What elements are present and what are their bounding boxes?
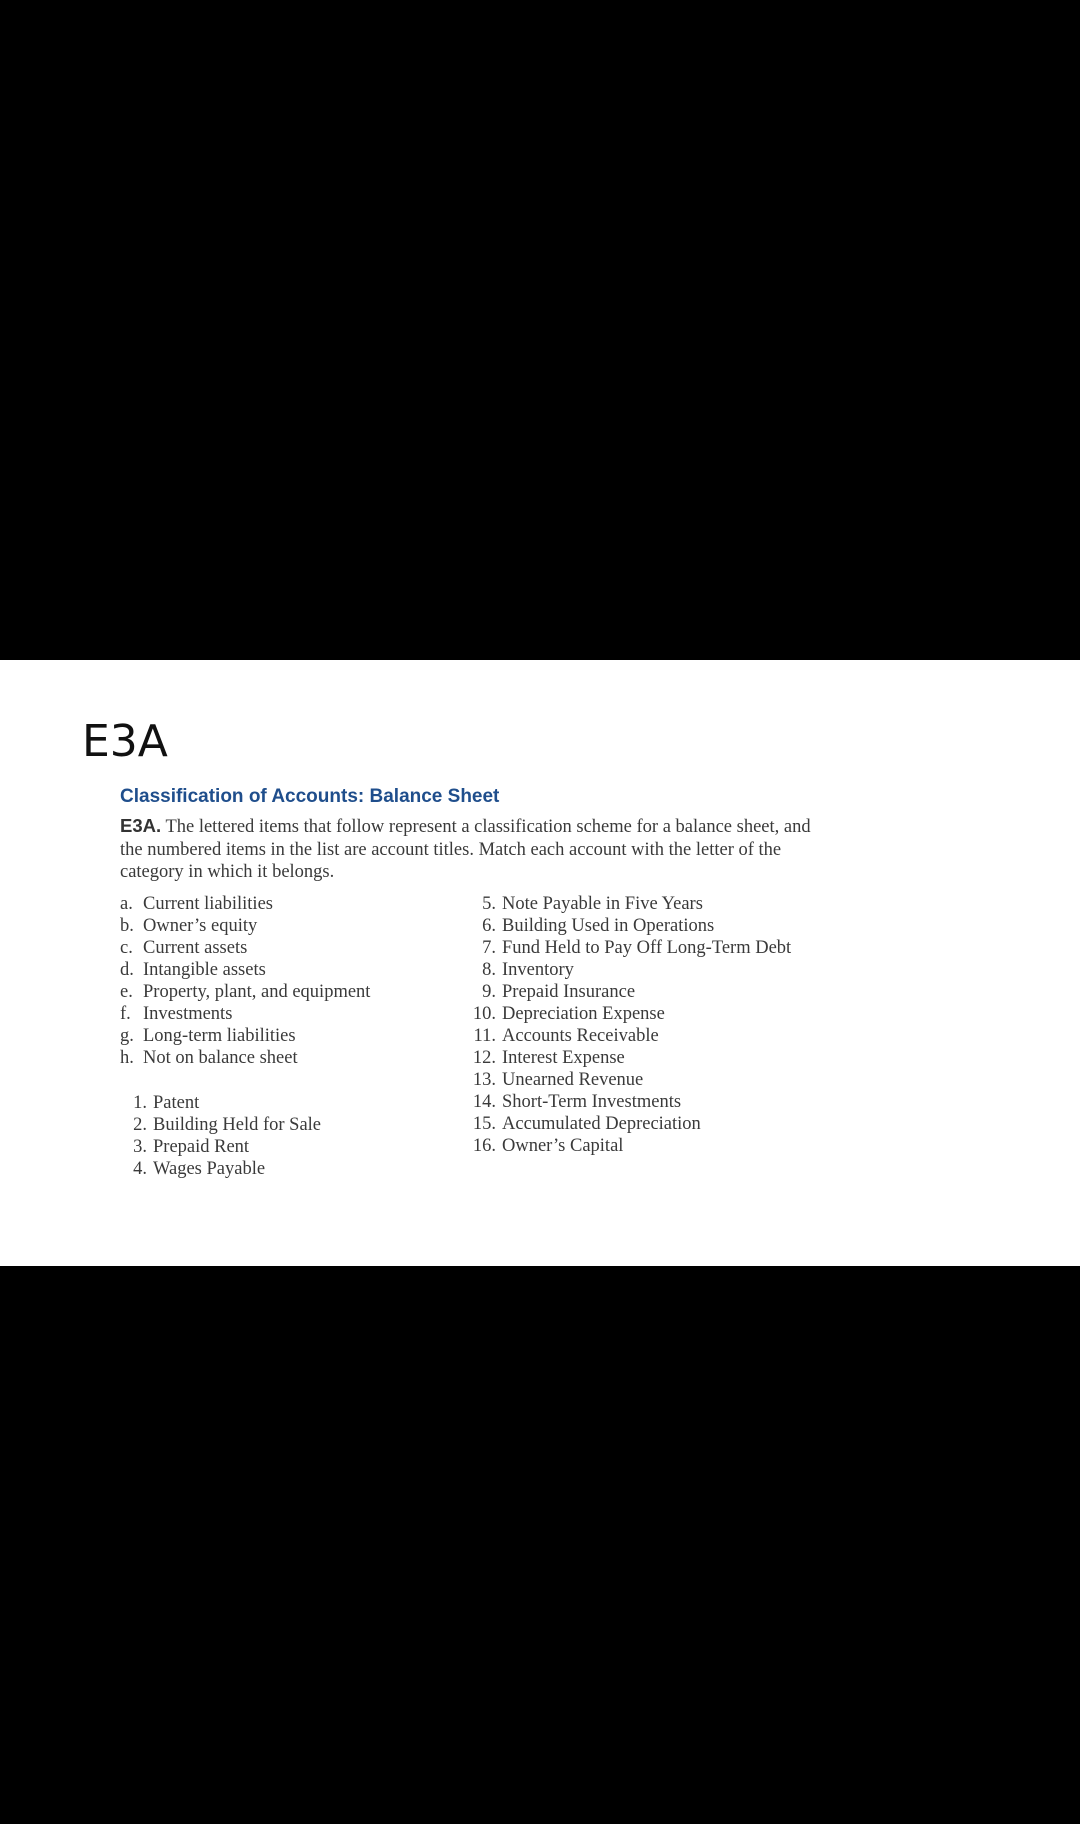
item-marker: e. (120, 982, 133, 1002)
item-marker: 14. (472, 1092, 496, 1112)
item-marker: 8. (482, 960, 496, 980)
account-item (120, 1114, 450, 1136)
item-marker: 13. (472, 1070, 496, 1090)
item-text: Owner’s Capital (502, 1136, 624, 1156)
account-item (462, 1135, 792, 1157)
section-heading: Classification of Accounts: Balance Sheet (120, 786, 500, 807)
item-marker: 6. (482, 916, 496, 936)
item-marker: 2. (133, 1115, 147, 1135)
item-text: Wages Payable (153, 1159, 266, 1179)
item-text: Interest Expense (502, 1048, 625, 1068)
account-item (462, 1091, 792, 1113)
category-item (120, 1025, 450, 1047)
account-item (120, 1158, 450, 1180)
item-marker: 1. (133, 1093, 147, 1113)
slide (0, 660, 1080, 1266)
account-item (120, 1136, 450, 1158)
item-marker: 12. (472, 1048, 496, 1068)
item-text: Investments (143, 1004, 233, 1024)
item-text: Depreciation Expense (502, 1004, 665, 1024)
intro-paragraph (120, 815, 820, 884)
item-text: Not on balance sheet (143, 1048, 298, 1068)
account-list-left (120, 1092, 450, 1180)
item-text: Accumulated Depreciation (502, 1114, 701, 1134)
item-text: Intangible assets (143, 960, 266, 980)
item-marker: 4. (133, 1159, 147, 1179)
item-text: Short-Term Investments (502, 1092, 682, 1112)
account-item (462, 937, 792, 959)
item-text: Note Payable in Five Years (502, 894, 703, 914)
item-text: Property, plant, and equipment (143, 982, 371, 1002)
item-text: Fund Held to Pay Off Long-Term Debt (502, 938, 792, 958)
account-item (462, 981, 792, 1003)
item-text: Current assets (143, 938, 248, 958)
item-marker: b. (120, 916, 134, 936)
category-item (120, 893, 450, 915)
item-text: Patent (153, 1093, 200, 1113)
item-text: Long-term liabilities (143, 1026, 296, 1046)
item-marker: 7. (482, 938, 496, 958)
item-text: Building Used in Operations (502, 916, 715, 936)
item-marker: 9. (482, 982, 496, 1002)
category-item (120, 1047, 450, 1069)
item-text: Prepaid Rent (153, 1137, 250, 1157)
item-marker: 11. (473, 1026, 496, 1046)
account-list-right (462, 893, 792, 1157)
category-item (120, 937, 450, 959)
item-marker: 5. (482, 894, 496, 914)
item-marker: d. (120, 960, 134, 980)
item-marker: a. (120, 894, 133, 914)
item-marker: f. (120, 1004, 131, 1024)
intro-text: The lettered items that follow represent a classification scheme for a balance sheet, and the numbered items in the list are account titles. Match each account with the letter of the category in which it belongs. (120, 817, 811, 882)
account-item (462, 1047, 792, 1069)
item-text: Building Held for Sale (153, 1115, 322, 1135)
item-marker: 10. (472, 1004, 496, 1024)
exercise-tag: E3A. (120, 815, 162, 836)
account-item (462, 893, 792, 915)
account-item (462, 959, 792, 981)
account-item (462, 915, 792, 937)
item-marker: g. (120, 1026, 134, 1046)
item-marker: c. (120, 938, 133, 958)
category-item (120, 1003, 450, 1025)
item-text: Accounts Receivable (502, 1026, 659, 1046)
item-text: Owner’s equity (143, 916, 258, 936)
account-item (120, 1092, 450, 1114)
account-item (462, 1025, 792, 1047)
category-list (120, 893, 450, 1069)
account-item (462, 1003, 792, 1025)
item-marker: 16. (472, 1136, 496, 1156)
item-text: Inventory (502, 960, 574, 980)
item-marker: 3. (133, 1137, 147, 1157)
item-text: Prepaid Insurance (502, 982, 636, 1002)
item-text: Current liabilities (143, 894, 273, 914)
item-marker: 15. (472, 1114, 496, 1134)
item-marker: h. (120, 1048, 134, 1068)
category-item (120, 959, 450, 981)
category-item (120, 981, 450, 1003)
account-item (462, 1069, 792, 1091)
slide-title: E3A (82, 716, 168, 767)
account-item (462, 1113, 792, 1135)
item-text: Unearned Revenue (502, 1070, 644, 1090)
category-item (120, 915, 450, 937)
